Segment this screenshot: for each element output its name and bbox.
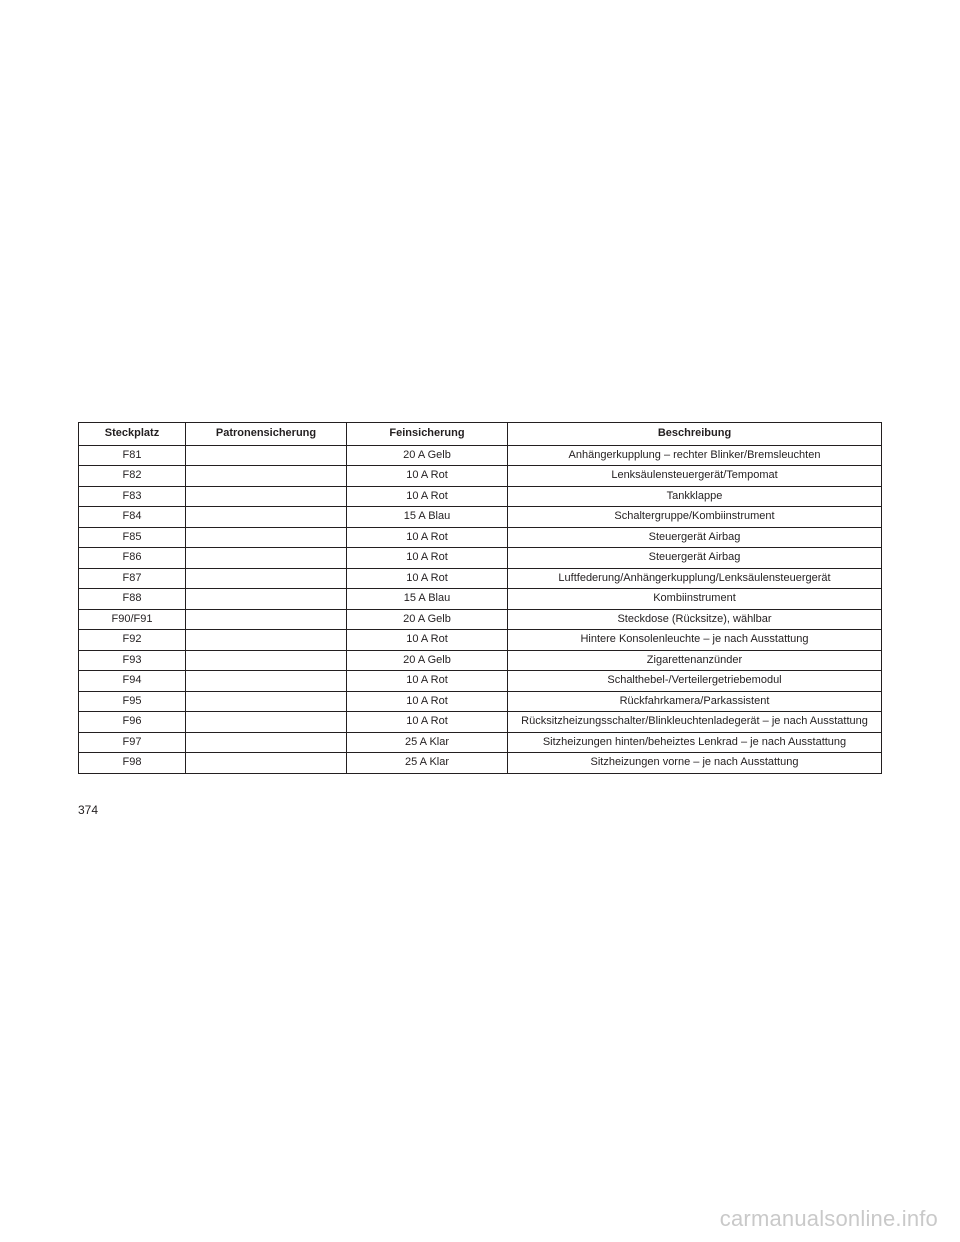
cell-mini-fuse: 10 A Rot	[347, 671, 508, 692]
cell-slot: F85	[79, 527, 186, 548]
table-row	[79, 466, 882, 487]
cell-slot: F88	[79, 589, 186, 610]
cell-mini-fuse: 20 A Gelb	[347, 650, 508, 671]
cell-mini-fuse: 15 A Blau	[347, 507, 508, 528]
table-row	[79, 671, 882, 692]
cell-cartridge-fuse	[186, 548, 347, 569]
cell-cartridge-fuse	[186, 609, 347, 630]
table-row	[79, 507, 882, 528]
cell-description: Luftfederung/Anhängerkupplung/Lenksäulensteuergerät	[508, 568, 882, 589]
cell-cartridge-fuse	[186, 671, 347, 692]
cell-description: Anhängerkupplung – rechter Blinker/Bremsleuchten	[508, 445, 882, 466]
header-description: Beschreibung	[508, 423, 882, 446]
cell-description: Tankklappe	[508, 486, 882, 507]
cell-cartridge-fuse	[186, 466, 347, 487]
cell-cartridge-fuse	[186, 712, 347, 733]
table-row	[79, 650, 882, 671]
cell-slot: F82	[79, 466, 186, 487]
watermark: carmanualsonline.info	[719, 1206, 938, 1231]
cell-description: Sitzheizungen hinten/beheiztes Lenkrad – je nach Ausstattung	[508, 732, 882, 753]
cell-mini-fuse: 10 A Rot	[347, 630, 508, 651]
fuse-table	[78, 422, 882, 774]
table-row	[79, 527, 882, 548]
table-row	[79, 732, 882, 753]
cell-mini-fuse: 25 A Klar	[347, 732, 508, 753]
table-row	[79, 445, 882, 466]
cell-slot: F96	[79, 712, 186, 733]
table-row	[79, 712, 882, 733]
cell-slot: F94	[79, 671, 186, 692]
cell-cartridge-fuse	[186, 630, 347, 651]
cell-mini-fuse: 10 A Rot	[347, 712, 508, 733]
cell-slot: F97	[79, 732, 186, 753]
cell-description: Schalthebel-/Verteilergetriebemodul	[508, 671, 882, 692]
cell-cartridge-fuse	[186, 568, 347, 589]
table-row	[79, 548, 882, 569]
table-row	[79, 630, 882, 651]
cell-slot: F81	[79, 445, 186, 466]
cell-description: Zigarettenanzünder	[508, 650, 882, 671]
cell-cartridge-fuse	[186, 507, 347, 528]
cell-description: Sitzheizungen vorne – je nach Ausstattung	[508, 753, 882, 774]
cell-slot: F86	[79, 548, 186, 569]
cell-description: Hintere Konsolenleuchte – je nach Ausstattung	[508, 630, 882, 651]
cell-mini-fuse: 20 A Gelb	[347, 609, 508, 630]
cell-slot: F95	[79, 691, 186, 712]
cell-slot: F98	[79, 753, 186, 774]
page-number: 374	[78, 803, 99, 817]
cell-slot: F83	[79, 486, 186, 507]
cell-cartridge-fuse	[186, 650, 347, 671]
header-row	[79, 423, 882, 446]
cell-slot: F90/F91	[79, 609, 186, 630]
cell-description: Schaltergruppe/Kombiinstrument	[508, 507, 882, 528]
cell-cartridge-fuse	[186, 486, 347, 507]
fuse-table-body	[79, 445, 882, 773]
cell-cartridge-fuse	[186, 691, 347, 712]
cell-mini-fuse: 10 A Rot	[347, 691, 508, 712]
header-slot: Steckplatz	[79, 423, 186, 446]
cell-description: Steuergerät Airbag	[508, 527, 882, 548]
cell-description: Kombiinstrument	[508, 589, 882, 610]
cell-description: Rückfahrkamera/Parkassistent	[508, 691, 882, 712]
cell-description: Steuergerät Airbag	[508, 548, 882, 569]
header-cartridge-fuse: Patronensicherung	[186, 423, 347, 446]
table-row	[79, 691, 882, 712]
cell-description: Rücksitzheizungsschalter/Blinkleuchtenladegerät – je nach Ausstattung	[508, 712, 882, 733]
cell-mini-fuse: 10 A Rot	[347, 568, 508, 589]
cell-mini-fuse: 10 A Rot	[347, 527, 508, 548]
table-row	[79, 589, 882, 610]
cell-description: Lenksäulensteuergerät/Tempomat	[508, 466, 882, 487]
cell-cartridge-fuse	[186, 732, 347, 753]
cell-mini-fuse: 25 A Klar	[347, 753, 508, 774]
fuse-table-header	[79, 423, 882, 446]
cell-slot: F84	[79, 507, 186, 528]
cell-slot: F92	[79, 630, 186, 651]
table-row	[79, 753, 882, 774]
cell-cartridge-fuse	[186, 753, 347, 774]
cell-mini-fuse: 10 A Rot	[347, 466, 508, 487]
cell-mini-fuse: 15 A Blau	[347, 589, 508, 610]
cell-cartridge-fuse	[186, 589, 347, 610]
cell-mini-fuse: 20 A Gelb	[347, 445, 508, 466]
header-mini-fuse: Feinsicherung	[347, 423, 508, 446]
cell-mini-fuse: 10 A Rot	[347, 486, 508, 507]
table-row	[79, 609, 882, 630]
cell-mini-fuse: 10 A Rot	[347, 548, 508, 569]
cell-description: Steckdose (Rücksitze), wählbar	[508, 609, 882, 630]
cell-slot: F93	[79, 650, 186, 671]
cell-slot: F87	[79, 568, 186, 589]
cell-cartridge-fuse	[186, 527, 347, 548]
table-row	[79, 568, 882, 589]
table-row	[79, 486, 882, 507]
cell-cartridge-fuse	[186, 445, 347, 466]
